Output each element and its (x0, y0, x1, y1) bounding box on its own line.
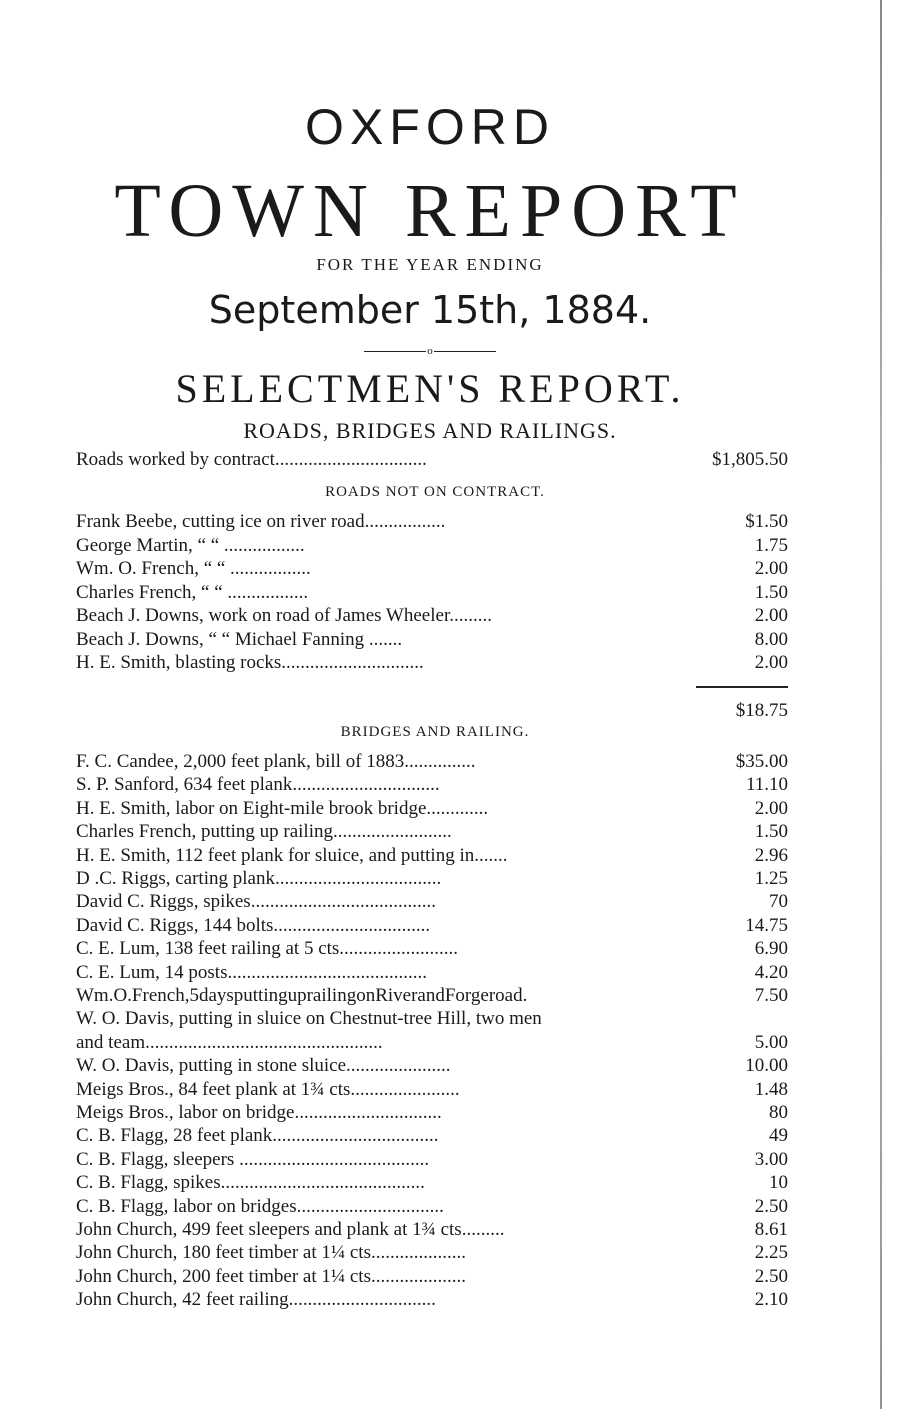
row-amount: 8.00 (754, 628, 788, 650)
row-desc: H. E. Smith, 112 feet plank for sluice, and putting in....... (76, 844, 508, 866)
contract-amount: $1,805.50 (712, 449, 788, 470)
table-row (76, 651, 788, 674)
row-amount: 8.61 (754, 1219, 788, 1240)
row-amount: 10.00 (745, 1055, 788, 1077)
table-row (76, 1265, 788, 1288)
table-row (76, 534, 788, 557)
table-row (76, 961, 788, 984)
table-row (76, 890, 788, 913)
row-desc: John Church, 200 feet timber at 1¼ cts.................... (76, 1265, 466, 1287)
row-desc: John Church, 42 feet railing............................... (76, 1289, 436, 1311)
table-row (76, 1054, 788, 1077)
table-row (76, 1078, 788, 1101)
table-row (76, 820, 788, 843)
row-desc: C. E. Lum, 138 feet railing at 5 cts......................... (76, 938, 459, 960)
page-edge (880, 0, 882, 1409)
table-row (76, 581, 788, 604)
row-amount: 5.00 (754, 1031, 788, 1053)
row-amount: 2.10 (754, 1289, 788, 1311)
divider-glyph: o (427, 345, 433, 358)
subtitle-for-year: FOR THE YEAR ENDING (316, 255, 544, 274)
row-desc: George Martin, “ “ ................. (76, 534, 305, 556)
row-desc: Charles French, putting up railing......................... (76, 821, 452, 843)
row-amount: 14.75 (745, 914, 788, 936)
table-row (76, 750, 788, 773)
row-desc: W. O. Davis, putting in sluice on Chestnut-tree Hill, two men (76, 1008, 542, 1030)
row-amount: 2.25 (754, 1242, 788, 1264)
row-amount: 1.48 (754, 1078, 788, 1100)
row-amount: 2.00 (754, 605, 788, 626)
row-desc: C. E. Lum, 14 posts.......................................... (76, 961, 427, 983)
row-amount: 2.00 (754, 558, 788, 579)
row-desc: David C. Riggs, 144 bolts................................. (76, 914, 431, 936)
row-amount: 11.10 (745, 774, 788, 796)
row-amount: 2.00 (754, 652, 788, 673)
row-desc: W. O. Davis, putting in stone sluice...................... (76, 1055, 451, 1077)
row-amount: $1.50 (745, 511, 788, 532)
row-amount: 1.50 (754, 821, 788, 843)
row-amount: 1.25 (754, 868, 788, 889)
roads-not-contract-heading: ROADS NOT ON CONTRACT. (325, 484, 545, 500)
subsection-title: ROADS, BRIDGES AND RAILINGS. (243, 418, 617, 443)
row-desc: Beach J. Downs, “ “ Michael Fanning ....... (76, 628, 403, 650)
table-row (76, 1218, 788, 1241)
row-desc: C. B. Flagg, 28 feet plank................................... (76, 1125, 439, 1147)
table-row (76, 914, 788, 937)
row-desc: C. B. Flagg, labor on bridges............................... (76, 1195, 444, 1217)
row-amount: 1.75 (754, 534, 788, 556)
roads-not-contract-total: $18.75 (735, 700, 788, 721)
row-amount: 49 (769, 1125, 788, 1147)
contract-row (76, 448, 788, 471)
table-row (76, 628, 788, 651)
row-amount: 7.50 (754, 985, 788, 1006)
table-row (76, 984, 788, 1007)
report-date: September 15th, 1884. (208, 288, 652, 332)
row-amount: 3.00 (754, 1148, 788, 1170)
bridges-heading: BRIDGES AND RAILING. (340, 724, 530, 740)
row-amount: 70 (769, 891, 788, 913)
table-row (76, 867, 788, 890)
row-amount: 1.50 (754, 581, 788, 603)
row-desc: H. E. Smith, labor on Eight-mile brook bridge............. (76, 797, 489, 819)
row-desc: Meigs Bros., 84 feet plank at 1¾ cts....................... (76, 1078, 460, 1100)
row-amount: 2.50 (754, 1265, 788, 1287)
table-row (76, 510, 788, 533)
row-desc: S. P. Sanford, 634 feet plank............................... (76, 774, 440, 796)
table-row (76, 604, 788, 627)
total-rule (696, 686, 788, 688)
title-town-report: TOWN REPORT (114, 169, 746, 253)
section-title: SELECTMEN'S REPORT. (175, 366, 685, 411)
table-row (76, 1007, 788, 1030)
row-desc: F. C. Candee, 2,000 feet plank, bill of 1883............... (76, 751, 476, 772)
row-amount: 2.96 (754, 844, 788, 866)
table-row (76, 1101, 788, 1124)
row-amount: $35.00 (735, 751, 788, 772)
table-row (76, 1171, 788, 1194)
table-row (76, 937, 788, 960)
row-desc: C. B. Flagg, sleepers ........................................ (76, 1148, 430, 1170)
contract-desc: Roads worked by contract................................ (76, 449, 427, 470)
row-amount: 4.20 (754, 961, 788, 983)
table-row (76, 773, 788, 796)
title-oxford: OXFORD (305, 99, 555, 155)
row-amount: 6.90 (754, 938, 788, 960)
table-row (76, 1241, 788, 1264)
table-row (76, 1031, 788, 1054)
table-row (76, 1195, 788, 1218)
row-amount: 2.50 (754, 1195, 788, 1217)
row-desc: Charles French, “ “ ................. (76, 581, 309, 603)
row-amount: 10 (769, 1172, 788, 1194)
row-desc: Beach J. Downs, work on road of James Wheeler......... (76, 605, 492, 626)
row-desc: Wm.O.French,5daysputtinguprailingonRiverandForgeroad. (76, 985, 528, 1006)
row-desc: D .C. Riggs, carting plank................................... (76, 868, 442, 889)
table-row (76, 557, 788, 580)
row-desc: David C. Riggs, spikes....................................... (76, 891, 436, 913)
table-row (76, 797, 788, 820)
row-desc: and team.................................................. (76, 1031, 383, 1053)
row-desc: H. E. Smith, blasting rocks.............................. (76, 652, 424, 673)
row-desc: C. B. Flagg, spikes........................................... (76, 1172, 425, 1194)
table-row (76, 1124, 788, 1147)
row-amount: 80 (769, 1102, 788, 1123)
row-amount: 2.00 (754, 797, 788, 819)
table-row (76, 1148, 788, 1171)
table-row (76, 844, 788, 867)
row-desc: Meigs Bros., labor on bridge............................... (76, 1102, 442, 1123)
row-desc: John Church, 499 feet sleepers and plank at 1¾ cts......... (76, 1219, 505, 1240)
ornament-divider (0, 342, 860, 358)
row-desc: Frank Beebe, cutting ice on river road................. (76, 511, 446, 532)
table-row (76, 1288, 788, 1311)
row-desc: Wm. O. French, “ “ ................. (76, 558, 311, 579)
row-desc: John Church, 180 feet timber at 1¼ cts.................... (76, 1242, 466, 1264)
